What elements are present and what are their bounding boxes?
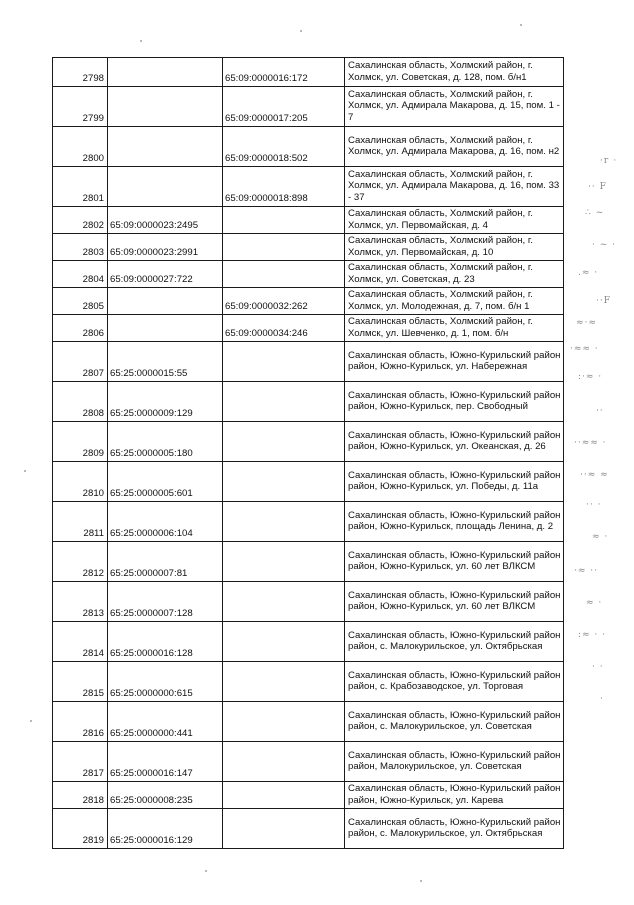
- address-cell: Сахалинская область, Южно-Курильский район район, с. Малокурильское, ул. Октябрьская: [345, 622, 564, 662]
- table-row: [53, 742, 564, 782]
- row-number-cell: 2819: [53, 809, 108, 849]
- address-cell: Сахалинская область, Южно-Курильский район район, Малокурильское, ул. Советская: [345, 742, 564, 782]
- row-number-cell: 2802: [53, 207, 108, 234]
- row-number-cell: 2818: [53, 782, 108, 809]
- table-row: [53, 87, 564, 127]
- address-cell: Сахалинская область, Южно-Курильский район район, Южно-Курильск, ул. Победы, д. 11а: [345, 462, 564, 502]
- cadastral-number-cell: 65:25:0000006:104: [108, 502, 223, 542]
- cadastral-number-cell: 65:25:0000000:615: [108, 662, 223, 702]
- address-cell: Сахалинская область, Холмский район, г. Холмск, ул. Первомайская, д. 4: [345, 207, 564, 234]
- row-number-cell: 2817: [53, 742, 108, 782]
- row-number-cell: 2813: [53, 582, 108, 622]
- table-row: [53, 315, 564, 342]
- row-number-cell: 2799: [53, 87, 108, 127]
- cadastral-number-alt-cell: [223, 462, 345, 502]
- cadastral-number-cell: 65:25:0000009:129: [108, 382, 223, 422]
- cadastral-number-cell: [108, 167, 223, 207]
- table-row: [53, 462, 564, 502]
- cadastral-number-alt-cell: [223, 809, 345, 849]
- row-number-cell: 2807: [53, 342, 108, 382]
- address-cell: Сахалинская область, Холмский район, г. Холмск, ул. Советская, д. 23: [345, 261, 564, 288]
- table-row: [53, 422, 564, 462]
- row-number-cell: 2816: [53, 702, 108, 742]
- cadastral-number-cell: 65:09:0000027:722: [108, 261, 223, 288]
- table-row: [53, 342, 564, 382]
- table-row: [53, 622, 564, 662]
- cadastral-number-alt-cell: 65:09:0000032:262: [223, 288, 345, 315]
- cadastral-number-alt-cell: [223, 742, 345, 782]
- cadastral-number-alt-cell: [223, 622, 345, 662]
- cadastral-number-alt-cell: [223, 502, 345, 542]
- cadastral-number-cell: 65:25:0000005:180: [108, 422, 223, 462]
- cadastral-number-cell: 65:09:0000023:2991: [108, 234, 223, 261]
- address-cell: Сахалинская область, Холмский район, г. Холмск, ул. Адмирала Макарова, д. 16, пом. н2: [345, 127, 564, 167]
- row-number-cell: 2804: [53, 261, 108, 288]
- table-row: [53, 502, 564, 542]
- cadastral-number-alt-cell: 65:09:0000018:898: [223, 167, 345, 207]
- cadastral-number-cell: 65:25:0000005:601: [108, 462, 223, 502]
- cadastral-number-alt-cell: [223, 702, 345, 742]
- cadastral-number-alt-cell: [223, 422, 345, 462]
- cadastral-number-cell: 65:25:0000016:129: [108, 809, 223, 849]
- table-row: [53, 582, 564, 622]
- table-row: [53, 702, 564, 742]
- table-row: [53, 58, 564, 87]
- address-cell: Сахалинская область, Южно-Курильский район район, с. Крабозаводское, ул. Торговая: [345, 662, 564, 702]
- cadastral-number-cell: 65:25:0000016:147: [108, 742, 223, 782]
- cadastral-number-alt-cell: [223, 261, 345, 288]
- address-cell: Сахалинская область, Южно-Курильский район район, Южно-Курильск, ул. Набережная: [345, 342, 564, 382]
- cadastral-number-alt-cell: [223, 207, 345, 234]
- address-cell: Сахалинская область, Южно-Курильский район район, Южно-Курильск, ул. Океанская, д. 26: [345, 422, 564, 462]
- address-cell: Сахалинская область, Южно-Курильский район район, Южно-Курильск, пер. Свободный: [345, 382, 564, 422]
- row-number-cell: 2815: [53, 662, 108, 702]
- address-cell: Сахалинская область, Южно-Курильский район район, Южно-Курильск, ул. 60 лет ВЛКСМ: [345, 582, 564, 622]
- table-body: [53, 58, 564, 849]
- row-number-cell: 2798: [53, 58, 108, 87]
- cadastral-number-alt-cell: 65:09:0000018:502: [223, 127, 345, 167]
- table-row: [53, 662, 564, 702]
- cadastral-number-cell: 65:25:0000008:235: [108, 782, 223, 809]
- cadastral-number-cell: [108, 127, 223, 167]
- cadastral-number-cell: [108, 87, 223, 127]
- cadastral-number-alt-cell: 65:09:0000017:205: [223, 87, 345, 127]
- row-number-cell: 2806: [53, 315, 108, 342]
- address-cell: Сахалинская область, Холмский район, г. Холмск, ул. Молодежная, д. 7, пом. б/н 1: [345, 288, 564, 315]
- cadastral-number-alt-cell: [223, 582, 345, 622]
- table-row: [53, 782, 564, 809]
- row-number-cell: 2812: [53, 542, 108, 582]
- row-number-cell: 2805: [53, 288, 108, 315]
- address-cell: Сахалинская область, Южно-Курильский район район, с. Малокурильское, ул. Советская: [345, 702, 564, 742]
- row-number-cell: 2808: [53, 382, 108, 422]
- property-register-table: [52, 57, 564, 849]
- row-number-cell: 2810: [53, 462, 108, 502]
- cadastral-number-cell: [108, 288, 223, 315]
- address-cell: Сахалинская область, Холмский район, г. Холмск, ул. Первомайская, д. 10: [345, 234, 564, 261]
- table-row: [53, 542, 564, 582]
- table-row: [53, 261, 564, 288]
- address-cell: Сахалинская область, Южно-Курильский район район, с. Малокурильское, ул. Октябрьская: [345, 809, 564, 849]
- cadastral-number-cell: [108, 58, 223, 87]
- table-row: [53, 382, 564, 422]
- table-row: [53, 234, 564, 261]
- table-row: [53, 167, 564, 207]
- row-number-cell: 2803: [53, 234, 108, 261]
- address-cell: Сахалинская область, Холмский район, г. Холмск, ул. Адмирала Макарова, д. 15, пом. 1 - 7: [345, 87, 564, 127]
- table-row: [53, 127, 564, 167]
- row-number-cell: 2800: [53, 127, 108, 167]
- cadastral-number-alt-cell: [223, 342, 345, 382]
- cadastral-number-alt-cell: [223, 782, 345, 809]
- row-number-cell: 2811: [53, 502, 108, 542]
- address-cell: Сахалинская область, Южно-Курильский район район, Южно-Курильск, ул. 60 лет ВЛКСМ: [345, 542, 564, 582]
- address-cell: Сахалинская область, Холмский район, г. Холмск, ул. Советская, д. 128, пом. б/н1: [345, 58, 564, 87]
- row-number-cell: 2801: [53, 167, 108, 207]
- row-number-cell: 2809: [53, 422, 108, 462]
- cadastral-number-alt-cell: [223, 542, 345, 582]
- cadastral-number-cell: 65:25:0000000:441: [108, 702, 223, 742]
- cadastral-number-cell: 65:25:0000016:128: [108, 622, 223, 662]
- table-row: [53, 288, 564, 315]
- cadastral-number-alt-cell: 65:09:0000034:246: [223, 315, 345, 342]
- cadastral-number-alt-cell: [223, 382, 345, 422]
- address-cell: Сахалинская область, Южно-Курильский район район, Южно-Курильск, ул. Карева: [345, 782, 564, 809]
- address-cell: Сахалинская область, Южно-Курильский район район, Южно-Курильск, площадь Ленина, д. 2: [345, 502, 564, 542]
- cadastral-number-alt-cell: [223, 234, 345, 261]
- cadastral-number-cell: 65:09:0000023:2495: [108, 207, 223, 234]
- address-cell: Сахалинская область, Холмский район, г. Холмск, ул. Шевченко, д. 1, пом. б/н: [345, 315, 564, 342]
- cadastral-number-alt-cell: 65:09:0000016:172: [223, 58, 345, 87]
- cadastral-number-cell: [108, 315, 223, 342]
- address-cell: Сахалинская область, Холмский район, г. Холмск, ул. Адмирала Макарова, д. 16, пом. 33 - 37: [345, 167, 564, 207]
- cadastral-number-cell: 65:25:0000007:81: [108, 542, 223, 582]
- cadastral-number-alt-cell: [223, 662, 345, 702]
- row-number-cell: 2814: [53, 622, 108, 662]
- table-row: [53, 809, 564, 849]
- cadastral-number-cell: 65:25:0000007:128: [108, 582, 223, 622]
- cadastral-number-cell: 65:25:0000015:55: [108, 342, 223, 382]
- table-row: [53, 207, 564, 234]
